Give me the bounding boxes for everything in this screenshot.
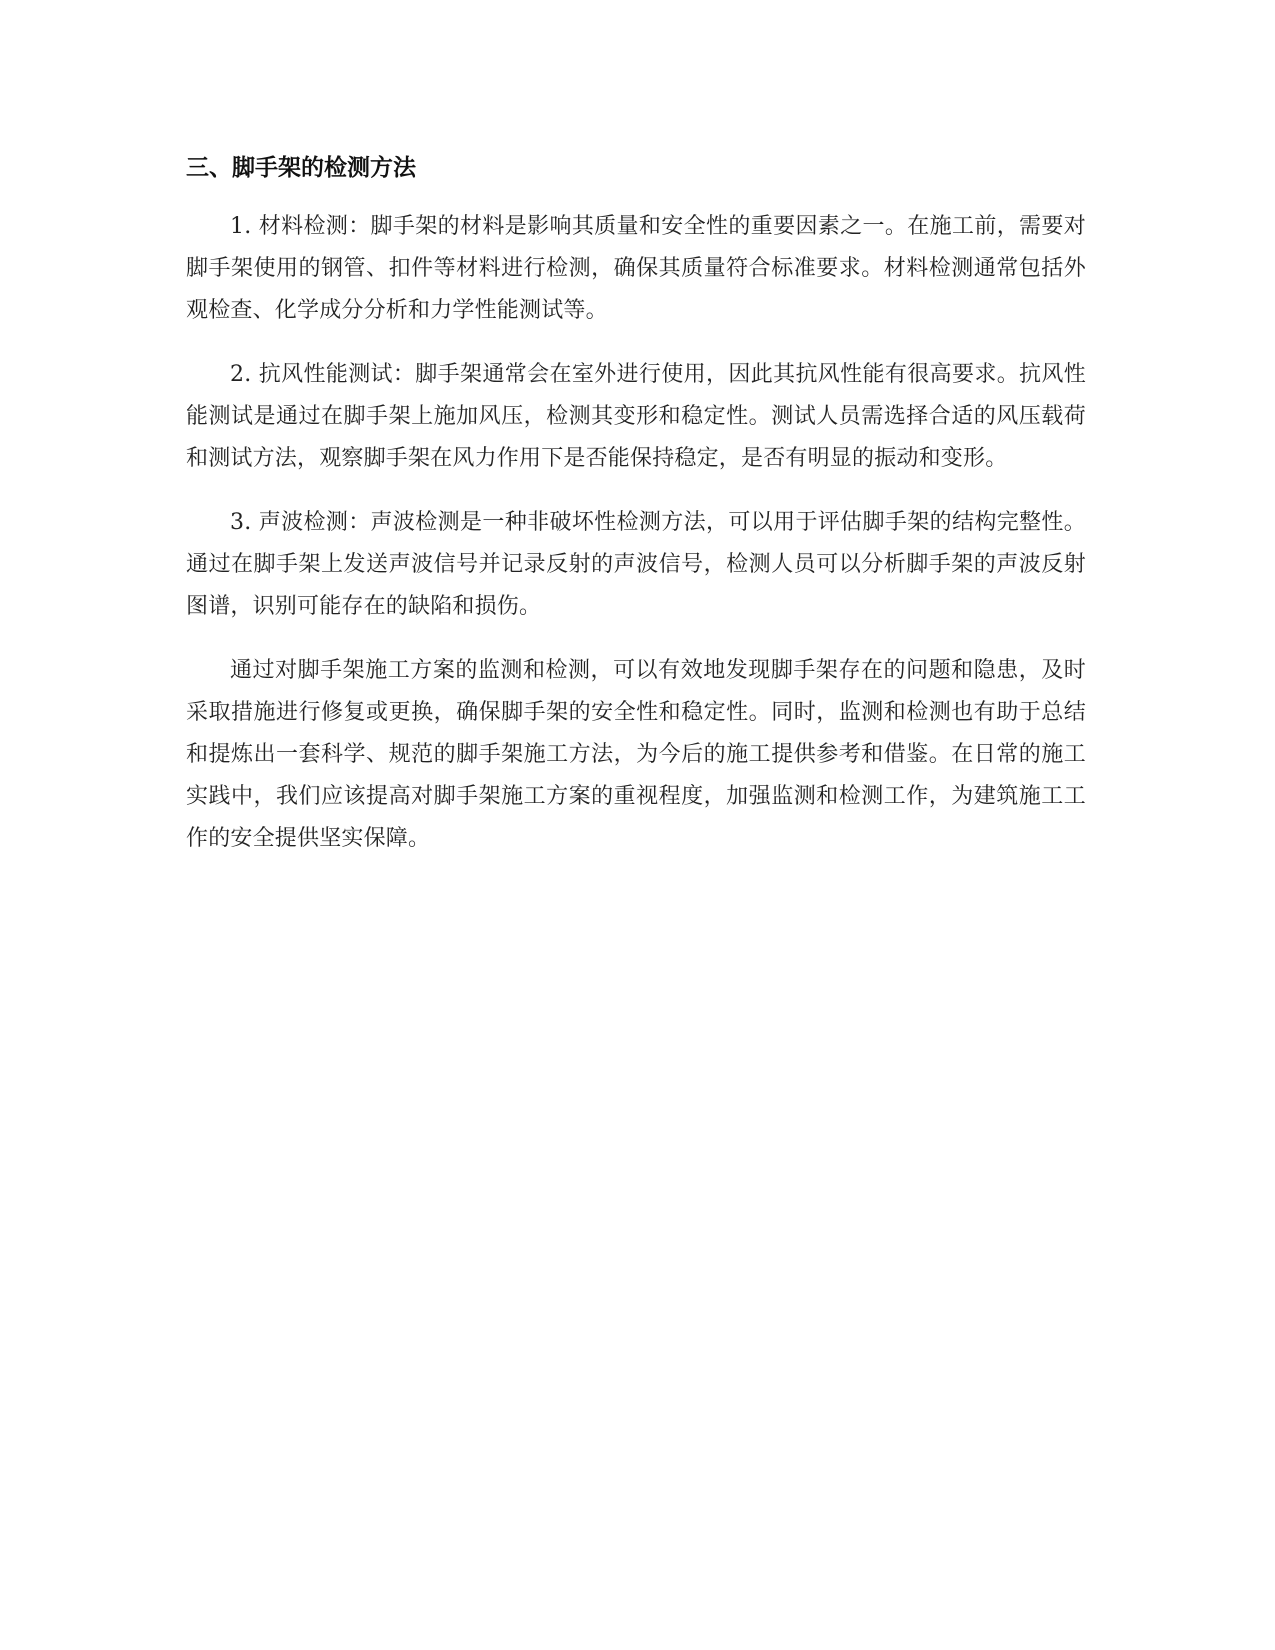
paragraph-conclusion: 通过对脚手架施工方案的监测和检测，可以有效地发现脚手架存在的问题和隐患，及时采取措施进行修复或更换，确保脚手架的安全性和稳定性。同时，监测和检测也有助于总结和提炼出一套科学、规范的脚手架施工方法，为今后的施工提供参考和借鉴。在日常的施工实践中，我们应该提高对脚手架施工方案的重视程度，加强监测和检测工作，为建筑施工工作的安全提供坚实保障。 xyxy=(186,658,1086,851)
paragraph-material-testing: 1. 材料检测：脚手架的材料是影响其质量和安全性的重要因素之一。在施工前，需要对脚手架使用的钢管、扣件等材料进行检测，确保其质量符合标准要求。材料检测通常包括外观检查、化学成分分析和力学性能测试等。 xyxy=(186,214,1086,323)
document-body xyxy=(186,148,1086,882)
paragraph-acoustic-testing: 3. 声波检测：声波检测是一种非破坏性检测方法，可以用于评估脚手架的结构完整性。通过在脚手架上发送声波信号并记录反射的声波信号，检测人员可以分析脚手架的声波反射图谱，识别可能存在的缺陷和损伤。 xyxy=(186,510,1086,619)
section-heading: 三、脚手架的检测方法 xyxy=(186,155,416,181)
paragraph-wind-resistance-testing: 2. 抗风性能测试：脚手架通常会在室外进行使用，因此其抗风性能有很高要求。抗风性能测试是通过在脚手架上施加风压，检测其变形和稳定性。测试人员需选择合适的风压载荷和测试方法，观察脚手架在风力作用下是否能保持稳定，是否有明显的振动和变形。 xyxy=(186,362,1086,471)
